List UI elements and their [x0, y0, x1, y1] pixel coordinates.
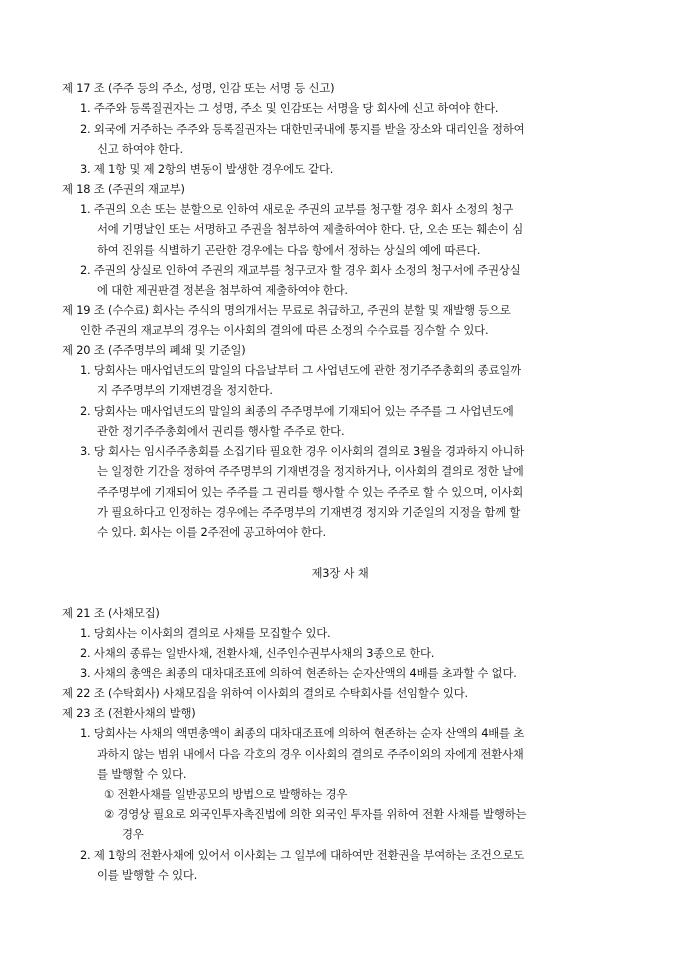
article-17-item-1: 1. 주주와 등록질권자는 그 성명, 주소 및 인감또는 서명을 당 회사에 신고 하여야 한다.	[80, 101, 499, 115]
article-21-item-1: 1. 당회사는 이사회의 결의로 사채를 모집할수 있다.	[80, 626, 331, 640]
article-23-item-2: 2. 제 1항의 전환사채에 있어서 이사회는 그 일부에 대하여만 전환권을 부여하는 조건으로도	[80, 848, 525, 862]
article-17-item-3: 3. 제 1항 및 제 2항의 변동이 발생한 경우에도 같다.	[80, 162, 334, 176]
article-23-item-2-cont: 이를 발행할 수 있다.	[97, 868, 198, 882]
article-17-item-2-cont: 신고 하여야 한다.	[97, 142, 183, 156]
article-20-item-2: 2. 당회사는 매사업년도의 말일의 최종의 주주명부에 기재되어 있는 주주를 그 사업년도에	[80, 404, 514, 418]
article-19-heading: 제 19 조 (수수료) 회사는 주식의 명의개서는 무료로 취급하고, 주권의 분할 및 재발행 등으로	[62, 303, 511, 317]
article-21-item-2: 2. 사채의 종류는 일반사채, 전환사채, 신주인수권부사채의 3종으로 한다.	[80, 646, 435, 660]
article-18-item-1-cont: 하여 진위를 식별하기 곤란한 경우에는 다음 항에서 정하는 상실의 예에 따른다.	[97, 243, 481, 257]
article-18-item-1: 1. 주권의 오손 또는 분할으로 인하여 새로운 주권의 교부를 청구할 경우 회사 소정의 청구	[80, 202, 514, 216]
article-18-item-2-cont: 에 대한 제권판결 정본을 첨부하여 제출하여야 한다.	[97, 283, 348, 297]
article-21-item-3: 3. 사채의 총액은 최종의 대차대조표에 의하여 현존하는 순자산액의 4배를 초과할 수 없다.	[80, 666, 517, 680]
article-23-subitem-2: ② 경영상 필요로 외국인투자촉진법에 의한 외국인 투자를 위하여 전환 사채를 발행하는	[104, 807, 527, 821]
article-17-item-2: 2. 외국에 거주하는 주주와 등록질권자는 대한민국내에 통지를 받을 장소와 대리인을 정하여	[80, 122, 525, 136]
article-23-item-1-cont: 과하지 않는 범위 내에서 다음 각호의 경우 이사회의 결의로 주주이외의 자에게 전환사채	[97, 747, 524, 761]
article-23-heading: 제 23 조 (전환사채의 발행)	[62, 706, 196, 720]
article-20-item-3-cont: 주주명부에 기재되어 있는 주주를 그 권리를 행사할 수 있는 주주로 할 수 있으며, 이사회	[97, 485, 524, 499]
article-20-item-3-cont: 는 일정한 기간을 정하여 주주명부의 기재변경을 정지하거나, 이사회의 결의로 정한 날에	[97, 464, 524, 478]
article-18-heading: 제 18 조 (주권의 재교부)	[62, 182, 185, 196]
article-20-item-2-cont: 관한 정기주주총회에서 권리를 행사할 주주로 한다.	[97, 424, 345, 438]
article-18-item-1-cont: 서에 기명날인 또는 서명하고 주권을 첨부하여 제출하여야 한다. 단, 오손 또는 훼손이 심	[97, 222, 524, 236]
article-20-item-3-cont: 가 필요하다고 인정하는 경우에는 주주명부의 기재변경 정지와 기준일의 지정을 함께 할	[97, 505, 521, 519]
article-19-cont: 인한 주권의 재교부의 경우는 이사회의 결의에 따른 소정의 수수료를 징수할 수 있다.	[80, 323, 489, 337]
article-17-heading: 제 17 조 (주주 등의 주소, 성명, 인감 또는 서명 등 신고)	[62, 81, 335, 95]
article-20-item-1: 1. 당회사는 매사업년도의 말일의 다음날부터 그 사업년도에 관한 정기주주총회의 종료일까	[80, 363, 521, 377]
article-22-heading: 제 22 조 (수탁회사) 사채모집을 위하여 이사회의 결의로 수탁회사를 선임할수 있다.	[62, 686, 468, 700]
article-23-subitem-1: ① 전환사채를 일반공모의 방법으로 발행하는 경우	[104, 787, 348, 801]
article-21-heading: 제 21 조 (사채모집)	[62, 606, 160, 620]
article-23-item-1-cont: 를 발행할 수 있다.	[97, 767, 187, 781]
article-20-heading: 제 20 조 (주주명부의 폐쇄 및 기준일)	[62, 343, 246, 357]
article-23-item-1: 1. 당회사는 사채의 액면총액이 최종의 대차대조표에 의하여 현존하는 순자 산액의 4배를 초	[80, 726, 525, 740]
chapter-3-title: 제3장 사 채	[311, 566, 369, 580]
article-20-item-3-cont: 수 있다. 회사는 이를 2주전에 공고하여야 한다.	[97, 525, 326, 539]
article-23-subitem-2-cont: 경우	[122, 827, 144, 841]
article-18-item-2: 2. 주권의 상실로 인하여 주권의 재교부를 청구코자 할 경우 회사 소정의 청구서에 주권상실	[80, 263, 521, 277]
article-20-item-3: 3. 당 회사는 임시주주총회를 소집기타 필요한 경우 이사회의 결의로 3월을 경과하지 아니하	[80, 444, 525, 458]
article-20-item-1-cont: 지 주주명부의 기재변경을 정지한다.	[97, 383, 273, 397]
